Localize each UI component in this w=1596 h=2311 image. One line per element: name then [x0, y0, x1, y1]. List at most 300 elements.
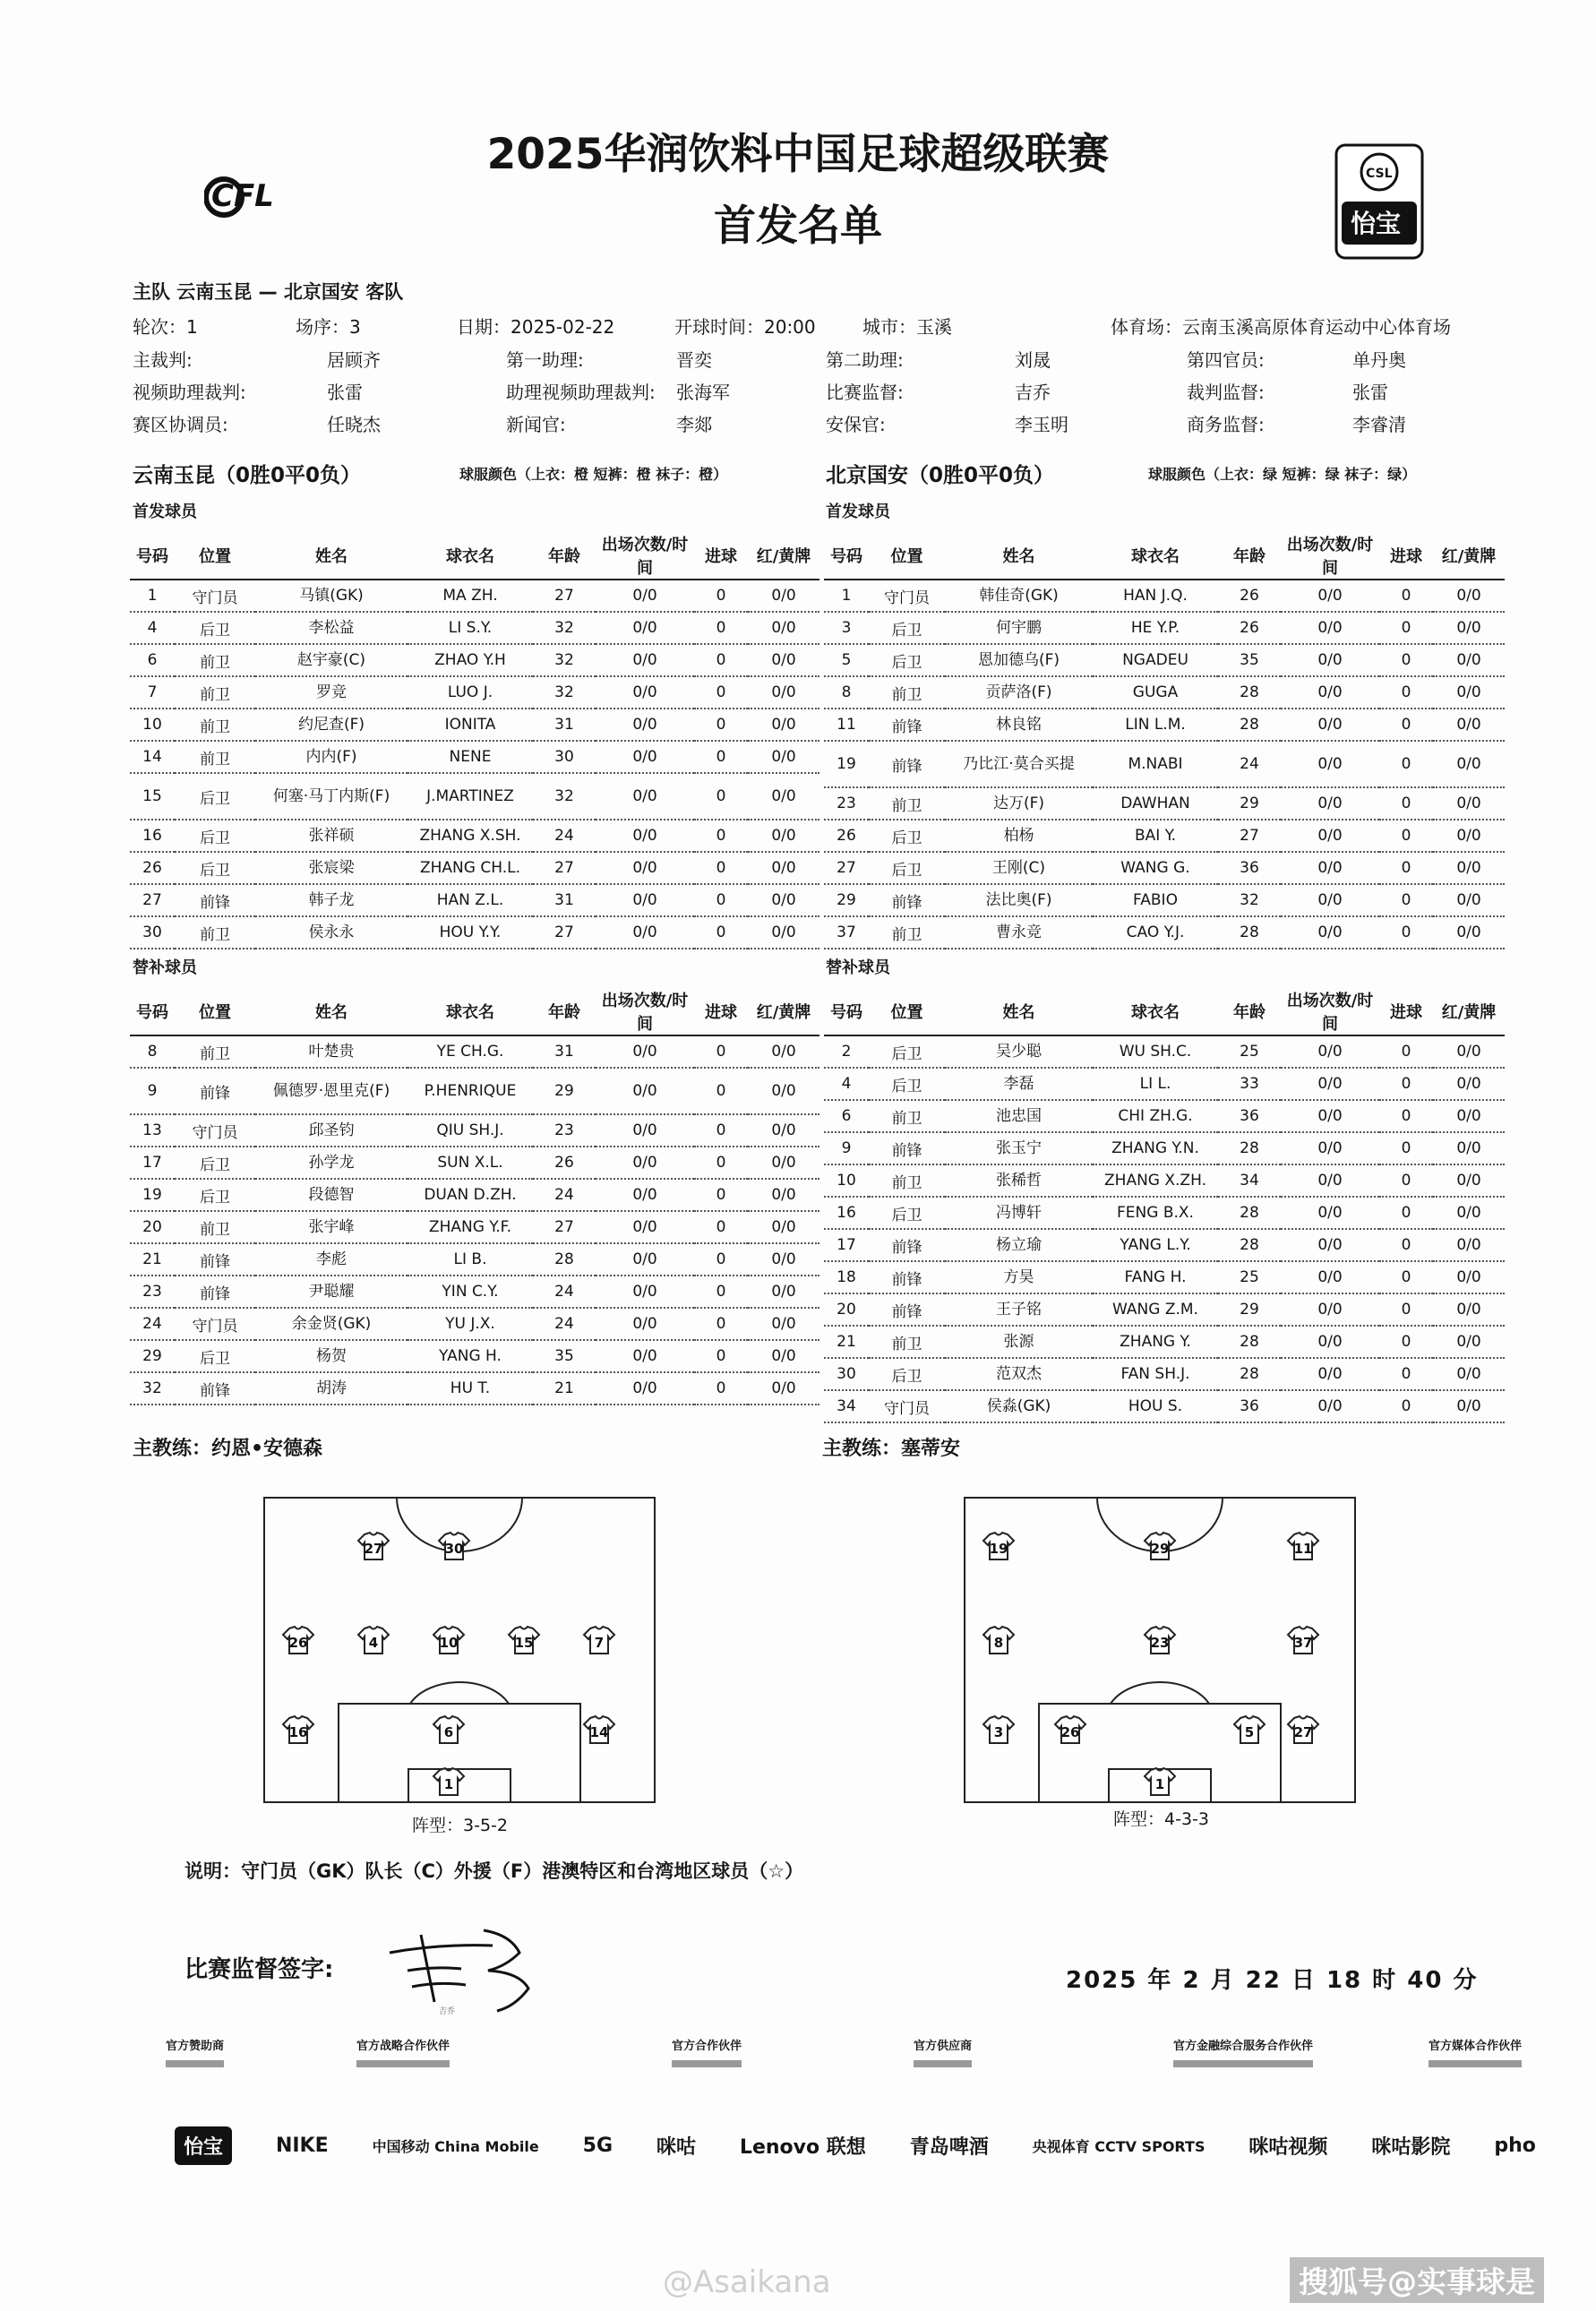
shirt-number: 6 [443, 1724, 454, 1740]
cell-appearances: 0/0 [1281, 1197, 1379, 1229]
cell-name: 佩德罗·恩里克(F) [255, 1068, 408, 1114]
sponsor-logo: 咪咕影院 [1371, 2136, 1451, 2159]
cell-appearances: 0/0 [596, 1308, 694, 1340]
signature-label: 比赛监督签字: [184, 1956, 334, 1983]
cell-number: 2 [824, 1035, 869, 1068]
cell-number: 19 [824, 741, 869, 787]
cell-shirt-name: QIU SH.J. [408, 1114, 533, 1147]
cell-goals: 0 [1379, 916, 1433, 949]
cell-name: 邱圣钧 [255, 1114, 408, 1147]
cell-shirt-name: LI L. [1093, 1068, 1218, 1100]
cell-appearances: 0/0 [1281, 1100, 1379, 1132]
cell-number: 16 [130, 820, 175, 852]
cell-cards: 0/0 [748, 1179, 819, 1211]
player-shirt [1145, 1627, 1175, 1654]
cell-shirt-name: DAWHAN [1093, 787, 1218, 820]
cell-shirt-name: ZHAO Y.H [408, 644, 533, 676]
cell-number: 18 [824, 1261, 869, 1293]
cell-age: 36 [1218, 1390, 1281, 1422]
home-kit-colors: 球服颜色（上衣：橙 短裤：橙 袜子：橙） [459, 466, 728, 483]
table-row [130, 1308, 819, 1340]
cell-number: 16 [824, 1197, 869, 1229]
cell-cards: 0/0 [748, 1243, 819, 1276]
cell-appearances: 0/0 [596, 580, 694, 612]
cell-goals: 0 [694, 741, 748, 773]
csl-sponsor-text: 怡宝 [1351, 209, 1402, 238]
cell-goals: 0 [694, 612, 748, 644]
cell-name: 张源 [945, 1326, 1093, 1358]
player-shirt [983, 1716, 1014, 1743]
cell-position: 后卫 [869, 644, 945, 676]
cell-age: 24 [533, 1308, 596, 1340]
cell-name: 余金贤(GK) [255, 1308, 408, 1340]
cell-number: 17 [824, 1229, 869, 1261]
cell-shirt-name: ZHANG Y.F. [408, 1211, 533, 1243]
city: 城市：玉溪 [862, 316, 952, 338]
cell-number: 9 [130, 1068, 175, 1114]
cell-cards: 0/0 [748, 1276, 819, 1308]
cell-appearances: 0/0 [596, 612, 694, 644]
cell-age: 32 [533, 676, 596, 709]
cell-goals: 0 [1379, 676, 1433, 709]
official-label: 视频助理裁判: [133, 382, 246, 403]
cell-shirt-name: HAN J.Q. [1093, 580, 1218, 612]
cell-shirt-name: SUN X.L. [408, 1147, 533, 1179]
cell-number: 29 [824, 884, 869, 916]
shirt-number: 10 [439, 1635, 459, 1651]
cell-position: 后卫 [869, 820, 945, 852]
cell-shirt-name: CAO Y.J. [1093, 916, 1218, 949]
table-row [130, 676, 819, 709]
cell-age: 24 [533, 1179, 596, 1211]
cell-name: 张稀哲 [945, 1164, 1093, 1197]
cell-name: 段德智 [255, 1179, 408, 1211]
column-header: 号码 [824, 988, 869, 1035]
home-away-line: 主队 云南玉昆 — 北京国安 客队 [133, 281, 404, 303]
cell-appearances: 0/0 [1281, 1293, 1379, 1326]
column-header: 进球 [1379, 532, 1433, 580]
table-row [130, 1276, 819, 1308]
cell-appearances: 0/0 [596, 741, 694, 773]
cell-goals: 0 [1379, 1390, 1433, 1422]
cell-position: 前锋 [175, 1243, 255, 1276]
official-partner-label: 官方赞助商 [166, 2036, 224, 2067]
cell-cards: 0/0 [1433, 1390, 1505, 1422]
cell-name: 法比奥(F) [945, 884, 1093, 916]
table-row [130, 709, 819, 741]
cell-goals: 0 [1379, 884, 1433, 916]
cell-shirt-name: LI B. [408, 1243, 533, 1276]
cell-shirt-name: WANG G. [1093, 852, 1218, 884]
table-row [130, 1340, 819, 1372]
cell-position: 后卫 [869, 852, 945, 884]
table-row [130, 1147, 819, 1179]
cell-goals: 0 [694, 1372, 748, 1405]
cell-name: 马镇(GK) [255, 580, 408, 612]
cell-shirt-name: BAI Y. [1093, 820, 1218, 852]
cell-appearances: 0/0 [1281, 884, 1379, 916]
cell-cards: 0/0 [1433, 612, 1505, 644]
official-name: 任晓杰 [327, 414, 381, 435]
official-label: 助理视频助理裁判: [506, 382, 656, 403]
sponsor-logo: 中国移动 China Mobile [372, 2138, 539, 2155]
source-watermark: 搜狐号@实事球是 [1299, 2264, 1535, 2299]
table-row [824, 644, 1505, 676]
cell-age: 29 [533, 1068, 596, 1114]
cell-position: 前卫 [869, 916, 945, 949]
cell-name: 张祥硕 [255, 820, 408, 852]
official-label: 裁判监督: [1187, 382, 1265, 403]
cell-goals: 0 [694, 1035, 748, 1068]
cell-goals: 0 [694, 580, 748, 612]
cell-age: 24 [533, 820, 596, 852]
cfl-logo [204, 163, 303, 226]
cell-cards: 0/0 [748, 1147, 819, 1179]
column-header: 红/黄牌 [748, 532, 819, 580]
home-starters-table [130, 532, 819, 949]
cell-name: 李松益 [255, 612, 408, 644]
cell-age: 28 [533, 1243, 596, 1276]
cell-position: 守门员 [175, 580, 255, 612]
partner-logo-strip [166, 2060, 224, 2067]
cell-cards: 0/0 [1433, 852, 1505, 884]
away-formation: 阵型：4-3-3 [1113, 1809, 1209, 1829]
table-row [130, 884, 819, 916]
cell-shirt-name: ZHANG X.ZH. [1093, 1164, 1218, 1197]
cell-name: 池忠国 [945, 1100, 1093, 1132]
cell-cards: 0/0 [748, 773, 819, 820]
sponsor-logo: 5G [582, 2135, 614, 2157]
official-name: 张海军 [676, 382, 730, 403]
cell-position: 前锋 [175, 1276, 255, 1308]
column-header: 球衣名 [408, 532, 533, 580]
cell-goals: 0 [694, 820, 748, 852]
cell-appearances: 0/0 [596, 644, 694, 676]
cell-appearances: 0/0 [596, 1179, 694, 1211]
cell-number: 21 [130, 1243, 175, 1276]
cell-shirt-name: HOU Y.Y. [408, 916, 533, 949]
cell-position: 后卫 [869, 1197, 945, 1229]
cell-name: 杨立瑜 [945, 1229, 1093, 1261]
cell-number: 27 [824, 852, 869, 884]
cell-appearances: 0/0 [1281, 741, 1379, 787]
cell-cards: 0/0 [748, 709, 819, 741]
cell-age: 31 [533, 709, 596, 741]
cell-shirt-name: YIN C.Y. [408, 1276, 533, 1308]
cell-position: 前卫 [869, 1164, 945, 1197]
cell-number: 20 [824, 1293, 869, 1326]
cell-age: 34 [1218, 1164, 1281, 1197]
official-partner-label: 官方供应商 [914, 2036, 972, 2067]
cell-age: 27 [533, 1211, 596, 1243]
cell-number: 9 [824, 1132, 869, 1164]
cell-shirt-name: LUO J. [408, 676, 533, 709]
cell-number: 21 [824, 1326, 869, 1358]
cell-name: 胡涛 [255, 1372, 408, 1405]
away-starters-table [824, 532, 1505, 949]
cell-goals: 0 [694, 1147, 748, 1179]
cell-number: 37 [824, 916, 869, 949]
cell-shirt-name: FAN SH.J. [1093, 1358, 1218, 1390]
official-label: 第一助理: [506, 349, 584, 371]
cell-cards: 0/0 [1433, 1293, 1505, 1326]
cell-goals: 0 [694, 852, 748, 884]
partner-logo-strip [1429, 2060, 1522, 2067]
cell-appearances: 0/0 [1281, 1326, 1379, 1358]
table-row [824, 1293, 1505, 1326]
cell-position: 前卫 [175, 1211, 255, 1243]
cell-cards: 0/0 [1433, 580, 1505, 612]
penalty-area [339, 1704, 580, 1802]
cell-name: 约尼查(F) [255, 709, 408, 741]
cell-goals: 0 [694, 1243, 748, 1276]
shirt-number: 27 [364, 1541, 383, 1557]
signature-text: 吉乔 [439, 2007, 456, 2015]
cell-shirt-name: FANG H. [1093, 1261, 1218, 1293]
cell-cards: 0/0 [1433, 820, 1505, 852]
cell-number: 4 [824, 1068, 869, 1100]
cell-goals: 0 [1379, 1035, 1433, 1068]
column-header: 年龄 [1218, 988, 1281, 1035]
cell-number: 17 [130, 1147, 175, 1179]
cell-name: 方昊 [945, 1261, 1093, 1293]
cell-age: 28 [1218, 1197, 1281, 1229]
cell-appearances: 0/0 [596, 1276, 694, 1308]
cell-cards: 0/0 [1433, 1326, 1505, 1358]
cell-goals: 0 [1379, 852, 1433, 884]
cell-shirt-name: YE CH.G. [408, 1035, 533, 1068]
cell-cards: 0/0 [1433, 1197, 1505, 1229]
cell-goals: 0 [1379, 1229, 1433, 1261]
table-row [824, 1326, 1505, 1358]
column-header: 姓名 [255, 532, 408, 580]
cell-appearances: 0/0 [596, 676, 694, 709]
cell-number: 8 [824, 676, 869, 709]
cell-shirt-name: WANG Z.M. [1093, 1293, 1218, 1326]
table-row [824, 916, 1505, 949]
cell-shirt-name: ZHANG CH.L. [408, 852, 533, 884]
cell-cards: 0/0 [1433, 1132, 1505, 1164]
cell-cards: 0/0 [1433, 1358, 1505, 1390]
official-name: 单丹奥 [1352, 349, 1406, 371]
official-name: 张雷 [327, 382, 363, 403]
column-header: 红/黄牌 [1433, 988, 1505, 1035]
page-subtitle: 首发名单 [714, 202, 882, 251]
player-shirt [433, 1768, 464, 1795]
cell-number: 8 [130, 1035, 175, 1068]
shirt-number: 27 [1293, 1724, 1313, 1740]
table-row [824, 1068, 1505, 1100]
cell-position: 后卫 [869, 1358, 945, 1390]
cell-number: 3 [824, 612, 869, 644]
official-label: 赛区协调员: [133, 414, 228, 435]
cell-position: 前卫 [175, 644, 255, 676]
table-row [130, 741, 819, 773]
column-header: 姓名 [255, 988, 408, 1035]
cell-position: 前锋 [869, 1293, 945, 1326]
partner-logo-strip [672, 2060, 742, 2067]
cell-position: 后卫 [869, 1035, 945, 1068]
cell-goals: 0 [1379, 644, 1433, 676]
table-row [130, 580, 819, 612]
cell-name: 冯博轩 [945, 1197, 1093, 1229]
cell-appearances: 0/0 [1281, 1358, 1379, 1390]
cell-goals: 0 [1379, 1358, 1433, 1390]
shirt-number: 37 [1293, 1635, 1313, 1651]
cell-cards: 0/0 [1433, 1229, 1505, 1261]
cell-appearances: 0/0 [1281, 1261, 1379, 1293]
cell-position: 前锋 [175, 1068, 255, 1114]
column-header: 位置 [175, 988, 255, 1035]
cell-cards: 0/0 [1433, 1261, 1505, 1293]
column-header: 红/黄牌 [748, 988, 819, 1035]
cell-name: 赵宇豪(C) [255, 644, 408, 676]
table-row [130, 820, 819, 852]
legend-note: 说明：守门员（GK）队长（C）外援（F）港澳特区和台湾地区球员（☆） [184, 1860, 804, 1882]
cell-shirt-name: HAN Z.L. [408, 884, 533, 916]
sponsor-logo: 咪咕 [656, 2136, 696, 2159]
official-name: 张雷 [1352, 382, 1388, 403]
player-shirt [433, 1627, 464, 1654]
shirt-number: 3 [993, 1724, 1004, 1740]
column-header: 位置 [869, 532, 945, 580]
cell-appearances: 0/0 [596, 1035, 694, 1068]
table-row [130, 1372, 819, 1405]
cell-number: 10 [130, 709, 175, 741]
cell-appearances: 0/0 [1281, 1035, 1379, 1068]
official-name: 吉乔 [1015, 382, 1051, 403]
cell-position: 后卫 [175, 612, 255, 644]
cell-cards: 0/0 [1433, 916, 1505, 949]
cell-goals: 0 [694, 676, 748, 709]
cell-name: 曹永竞 [945, 916, 1093, 949]
cell-position: 前锋 [175, 884, 255, 916]
table-row [824, 741, 1505, 787]
table-row [824, 709, 1505, 741]
cell-appearances: 0/0 [1281, 1132, 1379, 1164]
official-partner-label: 官方合作伙伴 [672, 2036, 742, 2067]
cell-number: 26 [824, 820, 869, 852]
cell-age: 32 [533, 773, 596, 820]
table-row [824, 787, 1505, 820]
shirt-number: 7 [594, 1635, 605, 1651]
cell-position: 前锋 [869, 1261, 945, 1293]
player-shirt [283, 1627, 313, 1654]
cell-goals: 0 [694, 773, 748, 820]
cell-number: 7 [130, 676, 175, 709]
cell-goals: 0 [1379, 1326, 1433, 1358]
cell-shirt-name: FENG B.X. [1093, 1197, 1218, 1229]
official-name: 晋奕 [676, 349, 712, 371]
cell-shirt-name: ZHANG Y.N. [1093, 1132, 1218, 1164]
player-shirt [1145, 1768, 1175, 1795]
cell-name: 恩加德乌(F) [945, 644, 1093, 676]
cell-cards: 0/0 [748, 741, 819, 773]
table-row [130, 1114, 819, 1147]
player-shirt [983, 1533, 1014, 1559]
cell-cards: 0/0 [748, 1035, 819, 1068]
cell-age: 27 [533, 852, 596, 884]
shirt-number: 5 [1244, 1724, 1255, 1740]
source-watermark-box [1290, 2257, 1544, 2303]
cell-goals: 0 [694, 884, 748, 916]
column-header: 进球 [694, 532, 748, 580]
cell-shirt-name: NENE [408, 741, 533, 773]
official-partner-label: 官方金融综合服务合作伙伴 [1173, 2036, 1313, 2067]
table-row [130, 1068, 819, 1114]
away-coach: 主教练：塞蒂安 [822, 1438, 961, 1460]
cell-appearances: 0/0 [596, 1211, 694, 1243]
away-starters-label: 首发球员 [826, 503, 890, 521]
cell-age: 30 [533, 741, 596, 773]
cell-age: 24 [1218, 741, 1281, 787]
column-header: 球衣名 [408, 988, 533, 1035]
table-row [130, 1179, 819, 1211]
column-header: 号码 [824, 532, 869, 580]
cfl-logo-text: CFL [211, 178, 274, 214]
column-header: 球衣名 [1093, 988, 1218, 1035]
cell-appearances: 0/0 [596, 884, 694, 916]
cell-number: 30 [824, 1358, 869, 1390]
sign-datetime: 2025 年 2 月 22 日 18 时 40 分 [1066, 1967, 1479, 1994]
shirt-number: 29 [1150, 1541, 1170, 1557]
cell-cards: 0/0 [748, 612, 819, 644]
home-coach: 主教练：约恩•安德森 [133, 1438, 323, 1460]
cell-name: 韩佳奇(GK) [945, 580, 1093, 612]
cell-name: 王子铭 [945, 1293, 1093, 1326]
cell-shirt-name: P.HENRIQUE [408, 1068, 533, 1114]
cell-position: 守门员 [869, 1390, 945, 1422]
cell-position: 前锋 [869, 884, 945, 916]
table-row [130, 1243, 819, 1276]
cell-name: 张宇峰 [255, 1211, 408, 1243]
cell-appearances: 0/0 [1281, 580, 1379, 612]
official-label: 第二助理: [826, 349, 904, 371]
shirt-number: 26 [288, 1635, 308, 1651]
player-shirt [433, 1716, 464, 1743]
column-header: 红/黄牌 [1433, 532, 1505, 580]
column-header: 号码 [130, 988, 175, 1035]
shirt-number: 1 [1154, 1776, 1165, 1792]
cell-goals: 0 [1379, 612, 1433, 644]
cell-age: 25 [1218, 1261, 1281, 1293]
table-row [824, 1390, 1505, 1422]
cell-goals: 0 [694, 709, 748, 741]
cell-age: 32 [533, 612, 596, 644]
cell-position: 后卫 [175, 852, 255, 884]
cell-goals: 0 [694, 644, 748, 676]
table-row [824, 676, 1505, 709]
cell-shirt-name: IONITA [408, 709, 533, 741]
cell-shirt-name: LI S.Y. [408, 612, 533, 644]
home-formation: 阵型：3-5-2 [412, 1816, 508, 1835]
cell-appearances: 0/0 [1281, 916, 1379, 949]
cell-name: 吴少聪 [945, 1035, 1093, 1068]
cell-age: 26 [1218, 612, 1281, 644]
cell-name: 达万(F) [945, 787, 1093, 820]
cell-cards: 0/0 [748, 580, 819, 612]
penalty-arc [1111, 1682, 1209, 1704]
table-row [824, 1164, 1505, 1197]
cell-cards: 0/0 [1433, 741, 1505, 787]
player-shirt [1145, 1533, 1175, 1559]
cell-age: 26 [533, 1147, 596, 1179]
cell-cards: 0/0 [748, 884, 819, 916]
cell-name: 何塞·马丁内斯(F) [255, 773, 408, 820]
cell-number: 29 [130, 1340, 175, 1372]
cell-number: 30 [130, 916, 175, 949]
column-header: 位置 [175, 532, 255, 580]
